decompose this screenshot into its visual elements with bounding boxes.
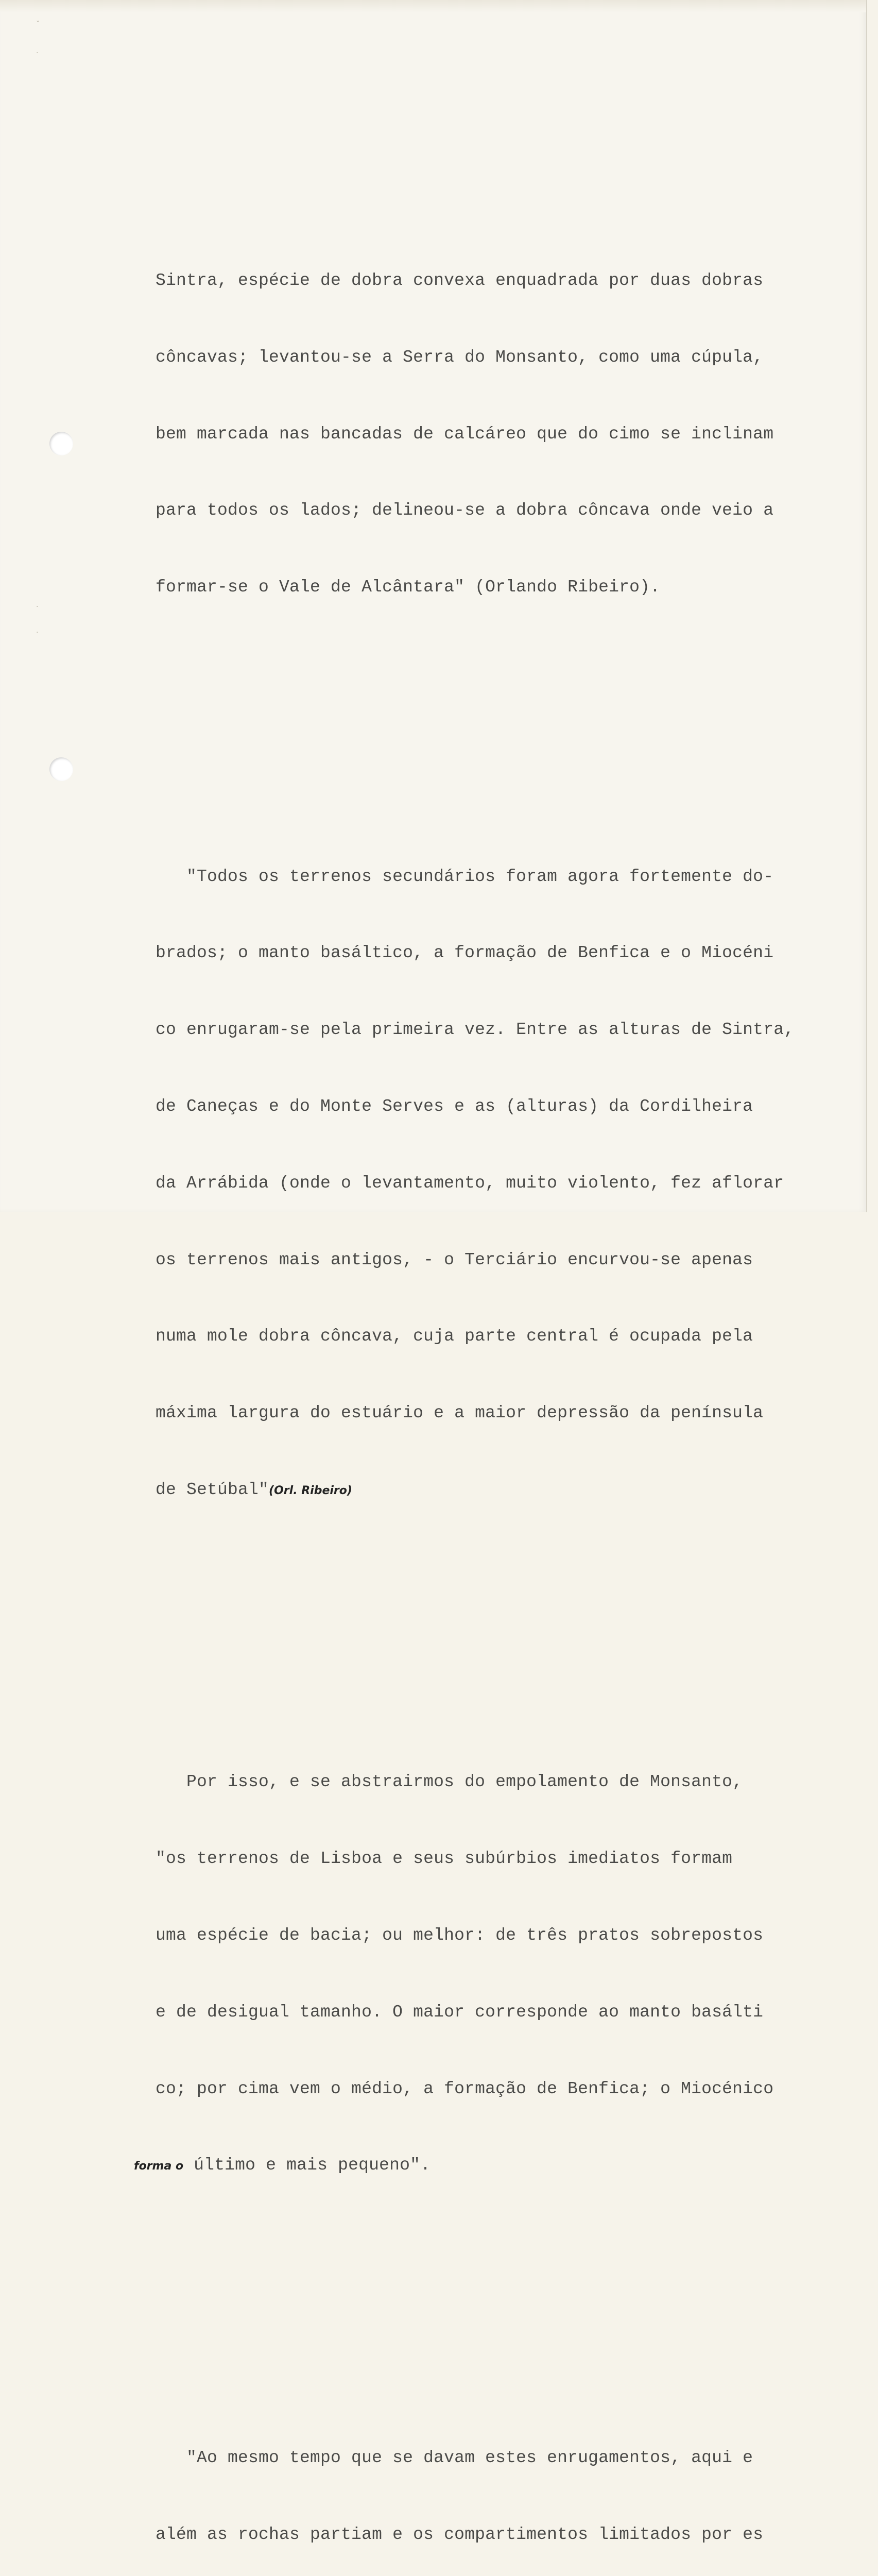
handwritten-annotation: (Orl. Ribeiro) bbox=[269, 1484, 352, 1497]
typed-text-body bbox=[134, 140, 804, 2576]
handwritten-annotation: forma o bbox=[134, 2160, 184, 2173]
margin-mark: · bbox=[36, 629, 39, 637]
text-line bbox=[156, 1477, 804, 1504]
sheet-top-edge bbox=[0, 0, 866, 12]
text-line: côncavas; levantou-se a Serra do Monsanto, como uma cúpula, bbox=[156, 347, 764, 367]
text-line: Sintra, espécie de dobra convexa enquadrada por duas dobras bbox=[156, 270, 764, 290]
text-line: e de desigual tamanho. O maior corresponde ao manto basálti bbox=[156, 2002, 764, 2022]
paragraph-2 bbox=[156, 812, 804, 1554]
text-line: formar-se o Vale de Alcântara" (Orlando Ribeiro). bbox=[156, 578, 661, 597]
margin-mark: · bbox=[36, 603, 39, 611]
text-line: co enrugaram-se pela primeira vez. Entre as alturas de Sintra, bbox=[156, 1020, 795, 1040]
punch-hole-upper bbox=[49, 432, 73, 455]
margin-mark: ˇ bbox=[36, 21, 40, 29]
text-line: os terrenos mais antigos, - o Terciário encurvou-se apenas bbox=[156, 1250, 753, 1269]
text-line: máxima largura do estuário e a maior depressão da península bbox=[156, 1403, 764, 1423]
text-line: além as rochas partiam e os compartimentos limitados por es bbox=[156, 2524, 764, 2544]
text-line: co; por cima vem o médio, a formação de Benfica; o Miocénico bbox=[156, 2079, 774, 2098]
text-line: bem marcada nas bancadas de calcáreo que do cimo se inclinam bbox=[156, 424, 774, 444]
text-line bbox=[134, 2153, 804, 2179]
text-line: "Ao mesmo tempo que se davam estes enrugamentos, aqui e bbox=[156, 2448, 753, 2467]
text-line: "Todos os terrenos secundários foram agora fortemente do- bbox=[156, 867, 774, 886]
punch-hole-lower bbox=[49, 757, 73, 781]
paragraph-4 bbox=[156, 2394, 804, 2576]
paragraph-3 bbox=[134, 1718, 804, 2230]
text-line: da Arrábida (onde o levantamento, muito violento, fez aflorar bbox=[156, 1173, 784, 1193]
margin-mark: · bbox=[36, 49, 39, 57]
text-line: Por isso, e se abstrairmos do empolamento de Monsanto, bbox=[156, 1772, 743, 1792]
text-line: para todos os lados; delineou-se a dobra côncava onde veio a bbox=[156, 501, 774, 520]
text-line: de Caneças e do Monte Serves e as (alturas) da Cordilheira bbox=[156, 1096, 753, 1116]
text-fragment: de Setúbal" bbox=[156, 1480, 269, 1499]
text-line: brados; o manto basáltico, a formação de Benfica e o Miocéni bbox=[156, 943, 774, 963]
paragraph-1 bbox=[156, 217, 804, 651]
text-line: uma espécie de bacia; ou melhor: de três pratos sobrepostos bbox=[156, 1925, 764, 1945]
text-line: numa mole dobra côncava, cuja parte central é ocupada pela bbox=[156, 1327, 753, 1346]
text-fragment: último e mais pequeno". bbox=[183, 2156, 431, 2175]
text-line: "os terrenos de Lisboa e seus subúrbios imediatos formam bbox=[156, 1849, 733, 1869]
